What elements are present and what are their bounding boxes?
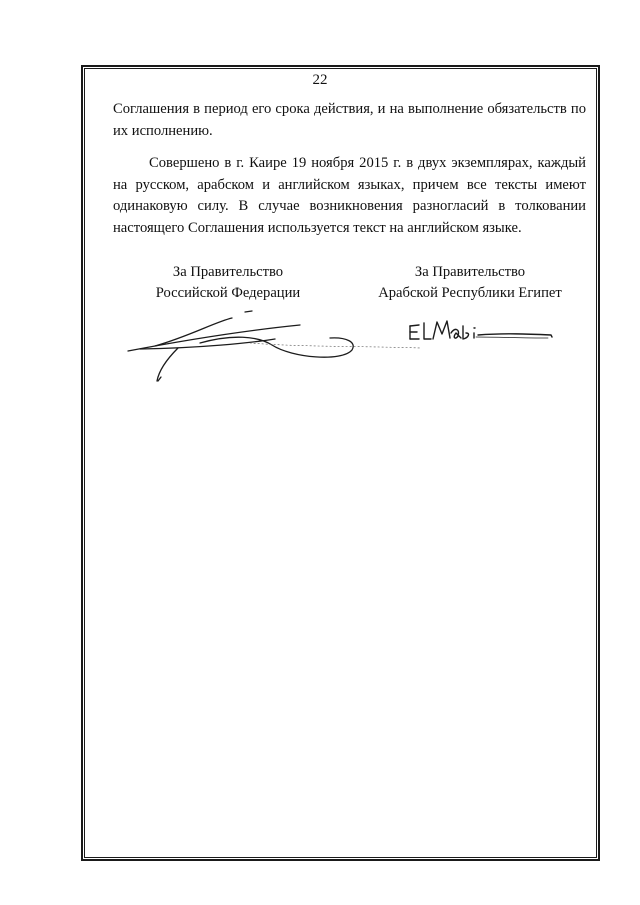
- paragraph-main: Совершено в г. Каире 19 ноября 2015 г. в двух экземплярах, каждый на русском, арабском и английском языках, причем все тексты имеют одинаковую силу. В случае возникновения разногласий в толковании настоящего Соглашения используется текст на английском языке.: [113, 155, 586, 236]
- signature-heading-line2: Арабской Республики Египет: [378, 285, 562, 301]
- signature-heading-line1: За Правительство: [414, 264, 526, 280]
- signature-block-russia: [143, 262, 313, 304]
- signature-heading-line2: Российской Федерации: [155, 285, 301, 301]
- signature-block-egypt: [365, 262, 575, 304]
- signature-heading-line1: За Правительство: [172, 264, 284, 280]
- page-number: 22: [312, 72, 328, 88]
- paragraph-continued: Соглашения в период его срока действия, и на выполнение обязательств по их исполнению.: [113, 101, 586, 139]
